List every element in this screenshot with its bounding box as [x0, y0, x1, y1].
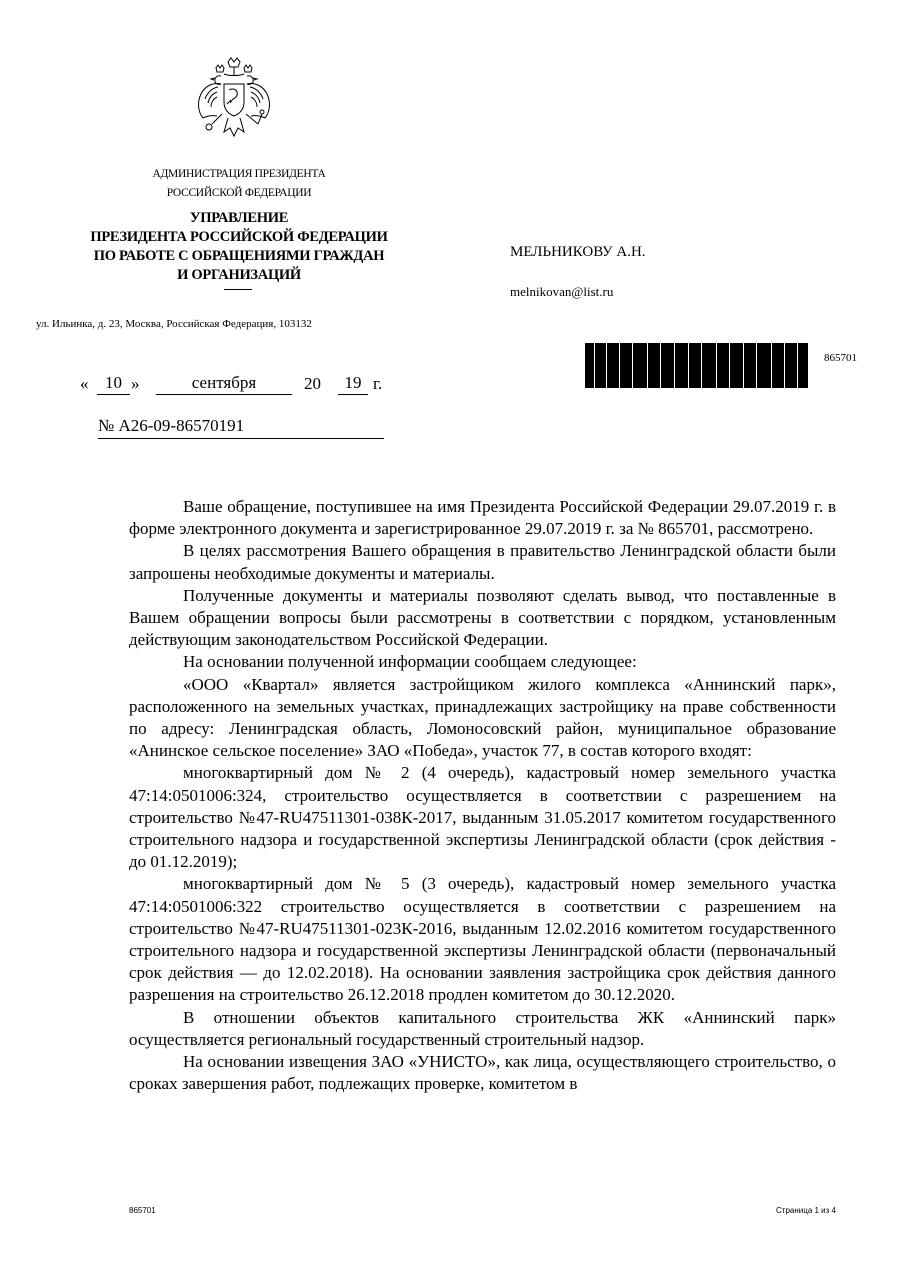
- body-paragraph: Полученные документы и материалы позволяют сделать вывод, что поставленные в Вашем обращении вопросы были рассмотрены в соответствии с порядком, установленным действующим законодательством Российской Федерации.: [129, 585, 836, 650]
- body-paragraph: многоквартирный дом № 5 (3 очередь), кадастровый номер земельного участка 47:14:0501006:322 строительство осуществляется в соответствии с разрешением на строительство №47-RU47511301-023К-2016, выданным 12.02.2016 комитетом государственного строительного надзора и государственной экспертизы Ленинградской области (первоначальный срок действия — до 12.02.2018). На основании заявления застройщика срок действия данного разрешения на строительство 26.12.2018 продлен комитетом до 30.12.2020.: [129, 874, 836, 1005]
- org-bold-line: И ОРГАНИЗАЦИЙ: [177, 267, 301, 283]
- body-paragraph: В целях рассмотрения Вашего обращения в правительство Ленинградской области были запрошены необходимые документы и материалы.: [129, 541, 836, 583]
- date-century: 20: [304, 374, 321, 393]
- date-month: сентября: [156, 372, 292, 395]
- date-close-quote: »: [131, 374, 140, 393]
- body-paragraph: На основании извещения ЗАО «УНИСТО», как лица, осуществляющего строительство, о сроках завершения работ, подлежащих проверке, комитетом в: [129, 1052, 836, 1094]
- recipient-email: melnikovan@list.ru: [510, 284, 614, 299]
- letter-body: [129, 496, 836, 1095]
- org-bold-line: УПРАВЛЕНИЕ: [189, 210, 289, 226]
- footer-document-id: 865701: [129, 1206, 156, 1215]
- body-paragraph: «ООО «Квартал» является застройщиком жилого комплекса «Аннинский парк», расположенного на земельных участках, принадлежащих застройщику на праве собственности по адресу: Ленинградская область, Ломоносовский район, муниципальное образование «Анинское сельское поселение» ЗАО «Победа», участок 77, в состав которого входят:: [129, 674, 836, 761]
- org-address: ул. Ильинка, д. 23, Москва, Российская Федерация, 103132: [36, 318, 312, 330]
- body-paragraph: На основании полученной информации сообщаем следующее:: [183, 652, 637, 672]
- org-small-line: РОССИЙСКОЙ ФЕДЕРАЦИИ: [166, 187, 312, 199]
- footer-page-number: Страница 1 из 4: [776, 1206, 836, 1215]
- barcode-number: 865701: [824, 352, 857, 364]
- body-paragraph: В отношении объектов капитального строительства ЖК «Аннинский парк» осуществляется региональный государственный строительный надзор.: [129, 1007, 836, 1049]
- org-small-line: АДМИНИСТРАЦИЯ ПРЕЗИДЕНТА: [152, 168, 326, 180]
- body-paragraph: многоквартирный дом № 2 (4 очередь), кадастровый номер земельного участка 47:14:0501006:324, строительство осуществляется в соответствии с разрешением на строительство №47-RU47511301-038К-2017, выданным 31.05.2017 комитетом государственного строительного надзора и государственной экспертизы Ленинградской области (срок действия - до 01.12.2019);: [129, 763, 836, 872]
- body-paragraph: Ваше обращение, поступившее на имя Президента Российской Федерации 29.07.2019 г. в форме электронного документа и зарегистрированное 29.07.2019 г. за № 865701, рассмотрено.: [129, 497, 836, 539]
- state-emblem-icon: [188, 56, 280, 144]
- date-year: 19: [338, 372, 368, 395]
- date-open-quote: «: [80, 374, 89, 393]
- org-name-bold: [80, 209, 398, 285]
- date-suffix: г.: [373, 374, 383, 393]
- org-bold-line: ПО РАБОТЕ С ОБРАЩЕНИЯМИ ГРАЖДАН: [93, 248, 385, 264]
- org-name-small: [80, 165, 398, 203]
- recipient-name: МЕЛЬНИКОВУ А.Н.: [510, 244, 646, 260]
- date-day: 10: [97, 372, 130, 395]
- divider: [224, 289, 252, 290]
- org-bold-line: ПРЕЗИДЕНТА РОССИЙСКОЙ ФЕДЕРАЦИИ: [90, 229, 388, 245]
- registration-number: № А26-09-86570191: [98, 414, 384, 439]
- barcode-icon: [585, 343, 808, 388]
